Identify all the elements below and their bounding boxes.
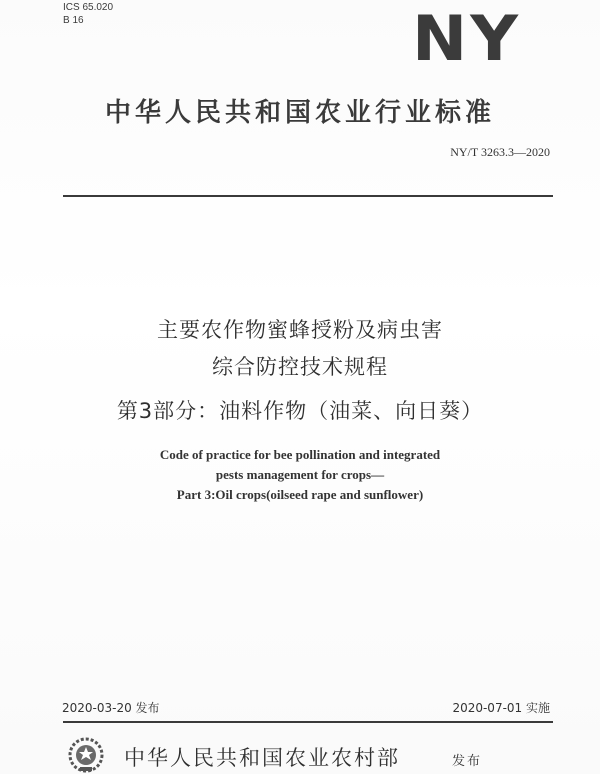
footer-divider bbox=[63, 721, 553, 723]
standard-number: NY/T 3263.3—2020 bbox=[450, 145, 550, 159]
english-title-line-2: pests management for crops— bbox=[215, 467, 385, 482]
header-divider bbox=[63, 195, 553, 197]
ny-logo: NY bbox=[412, 1, 522, 76]
ics-code: ICS 65.020 bbox=[63, 2, 114, 13]
national-emblem-icon bbox=[66, 737, 106, 773]
english-title-line-3: Part 3:Oil crops(oilseed rape and sunflower) bbox=[176, 487, 424, 502]
chinese-title-line-3: 第3部分：油料作物（油菜、向日葵） bbox=[116, 399, 484, 423]
chinese-title-line-2: 综合防控技术规程 bbox=[212, 355, 388, 379]
publisher-name: 中华人民共和国农业农村部 bbox=[124, 746, 400, 770]
standard-type-heading: 中华人民共和国农业行业标准 bbox=[104, 98, 495, 128]
chinese-title-line-1: 主要农作物蜜蜂授粉及病虫害 bbox=[157, 318, 443, 342]
category-code: B 16 bbox=[63, 15, 84, 26]
implementation-date: 2020-07-01 实施 bbox=[452, 701, 550, 715]
publish-label: 发布 bbox=[452, 754, 483, 769]
issue-date: 2020-03-20 发布 bbox=[62, 701, 160, 715]
english-title-line-1: Code of practice for bee pollination and integrated bbox=[159, 447, 441, 462]
